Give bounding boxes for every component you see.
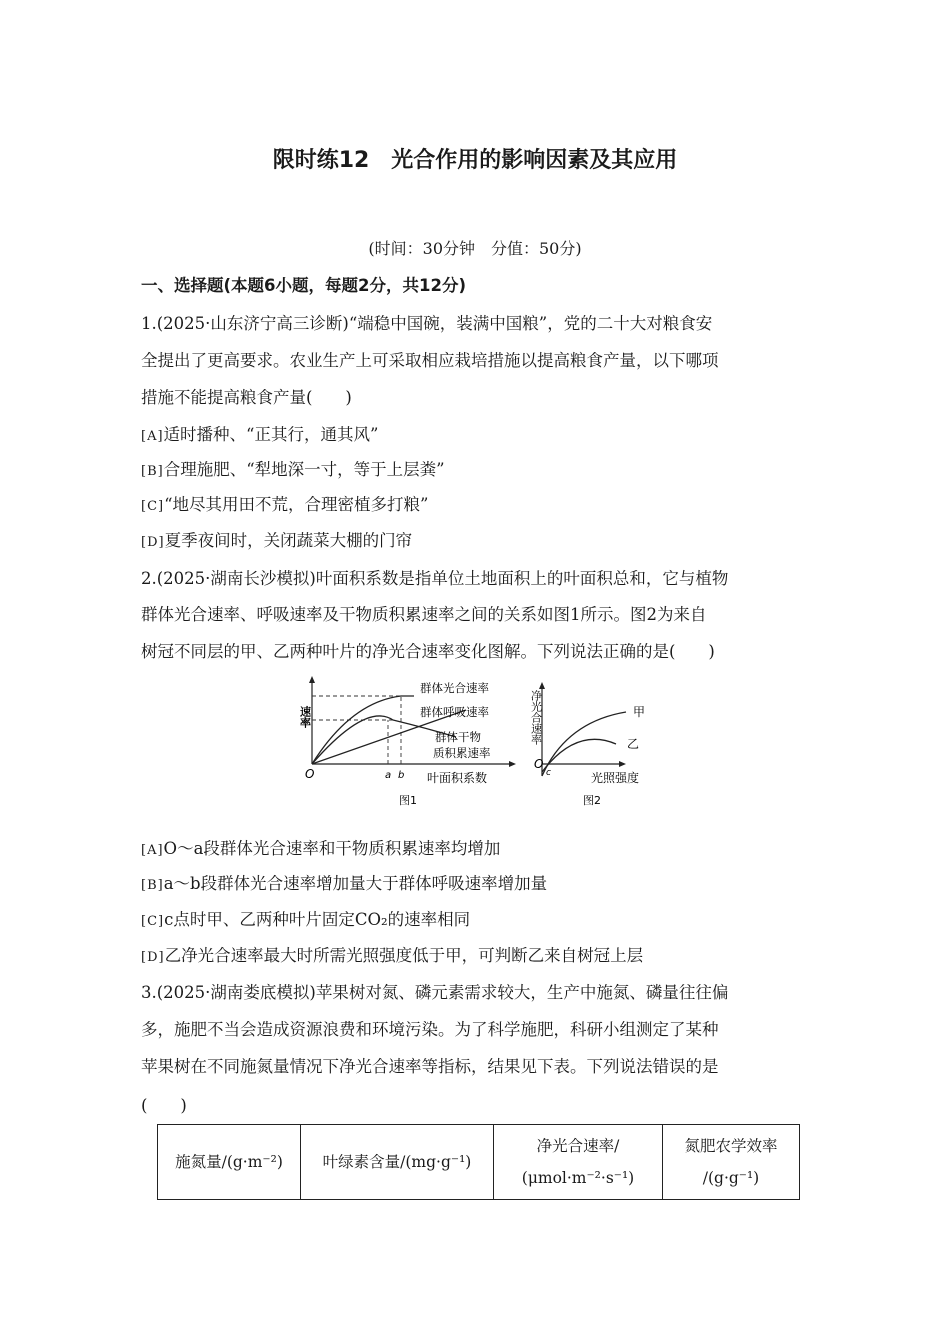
table-header-row — [158, 1125, 800, 1200]
fig2-label-jia: 甲 — [633, 705, 646, 719]
q1-stem-line-1: 1.(2025·山东济宁高三诊断)“端稳中国碗，装满中国粮”，党的二十大对粮食安 — [141, 314, 713, 333]
q3-stem-line-2: 多，施肥不当会造成资源浪费和环境污染。为了科学施肥，科研小组测定了某种 — [141, 1020, 719, 1039]
fig2-x-arrow — [619, 761, 626, 767]
fig2-label-yi: 乙 — [627, 737, 640, 751]
q1-stem-line-2: 全提出了更高要求。农业生产上可采取相应栽培措施以提高粮食产量，以下哪项 — [141, 351, 719, 370]
q2-stem-line-2: 群体光合速率、呼吸速率及干物质积累速率之间的关系如图1所示。图2为来自 — [141, 605, 707, 624]
q1-option-d[interactable] — [141, 527, 412, 551]
option-text: c点时甲、乙两种叶片固定CO₂的速率相同 — [164, 910, 471, 929]
fig1-curve-photosynthesis — [312, 696, 414, 764]
fig2-caption: 图2 — [583, 794, 601, 807]
fig1-label-photosynthesis: 群体光合速率 — [420, 681, 489, 695]
q1-option-a[interactable] — [141, 421, 378, 445]
fig1-xlabel: 叶面积系数 — [427, 771, 488, 785]
option-key: [B] — [141, 464, 164, 479]
page-title: 限时练12 光合作用的影响因素及其应用 — [272, 148, 678, 173]
q3-data-table — [157, 1124, 800, 1200]
option-text: a～b段群体光合速率增加量大于群体呼吸速率增加量 — [163, 874, 548, 893]
q2-stem-line-3: 树冠不同层的甲、乙两种叶片的净光合速率变化图解。下列说法正确的是( ) — [141, 642, 715, 661]
option-text: 适时播种、“正其行，通其风” — [163, 425, 379, 444]
fig1-caption: 图1 — [399, 794, 417, 807]
option-key: [A] — [141, 843, 164, 858]
q1-option-c[interactable] — [141, 491, 428, 515]
fig2-origin: O — [534, 757, 544, 771]
q3-stem-line-1: 3.(2025·湖南娄底模拟)苹果树对氮、磷元素需求较大，生产中施氮、磷量往往偏 — [141, 983, 729, 1002]
q2-option-c[interactable] — [141, 906, 470, 930]
option-text: 夏季夜间时，关闭蔬菜大棚的门帘 — [164, 531, 413, 550]
header-chlorophyll: 叶绿素含量/(mg·g⁻¹) — [301, 1125, 494, 1200]
q1-option-b[interactable] — [141, 456, 445, 480]
fig1-label-dry-matter-2: 质积累速率 — [433, 746, 491, 760]
fig1-y-arrow — [309, 676, 315, 683]
option-key: [A] — [141, 429, 164, 444]
fig1-x-arrow — [509, 761, 516, 767]
q2-option-d[interactable] — [141, 942, 643, 966]
q2-option-a[interactable] — [141, 835, 500, 859]
q1-stem-line-3: 措施不能提高粮食产量( ) — [141, 388, 352, 407]
option-key: [C] — [141, 499, 165, 514]
option-text: “地尽其用田不荒，合理密植多打粮” — [164, 495, 429, 514]
header-net-photosynthesis-line-1: 净光合速率/ — [536, 1137, 620, 1155]
header-nitrogen-amount: 施氮量/(g·m⁻²) — [158, 1125, 301, 1200]
time-score-info: (时间：30分钟 分值：50分) — [368, 239, 582, 258]
fig2-curve-jia — [542, 712, 626, 776]
q3-stem-line-3: 苹果树在不同施氮量情况下净光合速率等指标，结果见下表。下列说法错误的是 — [141, 1057, 719, 1076]
header-nitrogen-efficiency — [663, 1125, 800, 1200]
figure-2 — [530, 682, 646, 807]
fig2-y-arrow — [539, 682, 545, 689]
fig1-ylabel: 速率 — [298, 706, 312, 728]
figure-1 — [299, 676, 517, 807]
option-key: [C] — [141, 914, 165, 929]
fig1-origin: O — [305, 767, 315, 781]
fig1-tick-b: b — [398, 770, 405, 781]
header-net-photosynthesis — [494, 1125, 663, 1200]
fig2-ylabel: 净光合速率 — [529, 690, 543, 745]
option-key: [B] — [141, 878, 164, 893]
header-nitrogen-efficiency-line-1: 氮肥农学效率 — [684, 1137, 778, 1155]
fig2-tick-c: c — [546, 768, 551, 778]
option-text: O～a段群体光合速率和干物质积累速率均增加 — [163, 839, 501, 858]
header-net-photosynthesis-line-2: (μmol·m⁻²·s⁻¹) — [521, 1169, 635, 1187]
option-key: [D] — [141, 535, 165, 550]
q2-figures — [296, 672, 666, 812]
q3-stem-line-4: ( ) — [141, 1096, 187, 1115]
header-nitrogen-efficiency-line-2: /(g·g⁻¹) — [702, 1169, 760, 1187]
fig1-label-dry-matter-1: 群体干物 — [435, 730, 481, 744]
option-text: 合理施肥、“犁地深一寸，等于上层粪” — [163, 460, 445, 479]
option-text: 乙净光合速率最大时所需光照强度低于甲，可判断乙来自树冠上层 — [164, 946, 644, 965]
fig1-tick-a: a — [385, 770, 392, 781]
fig2-xlabel: 光照强度 — [591, 771, 640, 785]
q2-option-b[interactable] — [141, 870, 547, 894]
section-heading: 一、选择题(本题6小题，每题2分，共12分) — [141, 276, 467, 295]
option-key: [D] — [141, 950, 165, 965]
fig1-label-respiration: 群体呼吸速率 — [420, 705, 489, 719]
q2-stem-line-1: 2.(2025·湖南长沙模拟)叶面积系数是指单位土地面积上的叶面积总和，它与植物 — [141, 569, 729, 588]
